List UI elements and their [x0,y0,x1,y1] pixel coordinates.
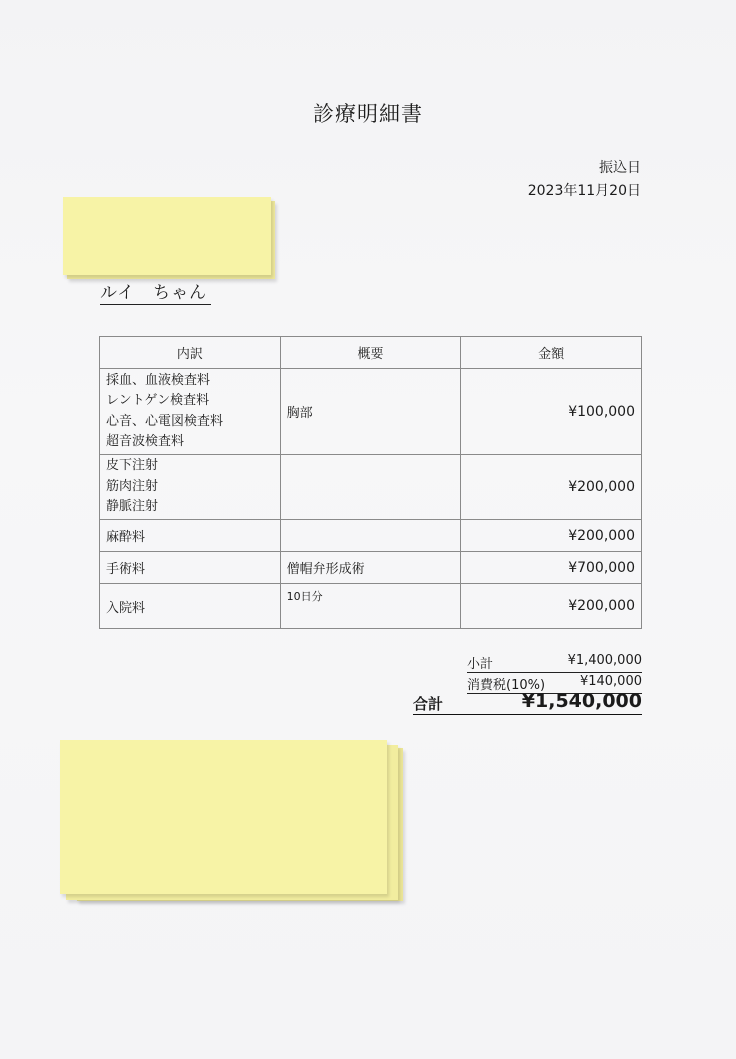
amount-cell: ¥700,000 [461,552,642,584]
amount-cell: ¥200,000 [461,584,642,629]
breakdown-cell: 入院料 [100,584,281,629]
amount-cell: ¥200,000 [461,455,642,520]
summary-cell [280,520,461,552]
sticky-note-redaction [60,740,387,894]
item-text: レントゲン検査料 [106,393,210,408]
item-text: 採血、血液検査料 [106,372,211,388]
breakdown-cell [100,455,281,520]
header-breakdown: 内訳 [100,337,281,369]
item-text: 心音、心電図検査料 [106,413,224,429]
header-summary: 概要 [280,337,461,369]
tax-label: 消費税(10%) [467,678,546,693]
item-text: 超音波検査料 [106,434,185,449]
table-row [100,455,642,520]
breakdown-cell: 麻酔料 [100,520,281,552]
summary-cell [280,455,461,520]
amount-cell: ¥100,000 [461,369,642,455]
total-label: 合計 [413,695,444,713]
breakdown-cell [100,369,281,455]
table-row [100,369,642,455]
patient-name: ルイ ちゃん [100,278,211,305]
subtotal-value: ¥1,400,000 [567,653,642,668]
stay-days-note: 10日分 [286,590,323,603]
item-text: 静脈注射 [106,499,159,515]
table-row [100,584,642,629]
sticky-note-redaction [63,197,271,275]
summary-cell [280,584,461,629]
table-row [100,552,642,584]
subtotal-row [467,653,642,673]
page-title: 診療明細書 [313,102,423,126]
amount-cell: ¥200,000 [461,520,642,552]
table-header-row [100,337,642,369]
item-text: 皮下注射 [106,458,159,474]
total-value: ¥1,540,000 [521,690,642,712]
payment-date-value: 2023年11月20日 [527,183,641,199]
breakdown-cell: 手術料 [100,552,281,584]
item-text: 筋肉注射 [106,478,159,494]
header-amount: 金額 [461,337,642,369]
billing-table [99,336,642,629]
summary-cell: 胸部 [280,369,461,455]
table-row [100,520,642,552]
subtotal-label: 小計 [467,657,494,672]
summary-cell: 僧帽弁形成術 [280,552,461,584]
payment-date-label: 振込日 [599,160,641,176]
tax-value: ¥140,000 [579,674,642,689]
total-row [413,690,642,715]
